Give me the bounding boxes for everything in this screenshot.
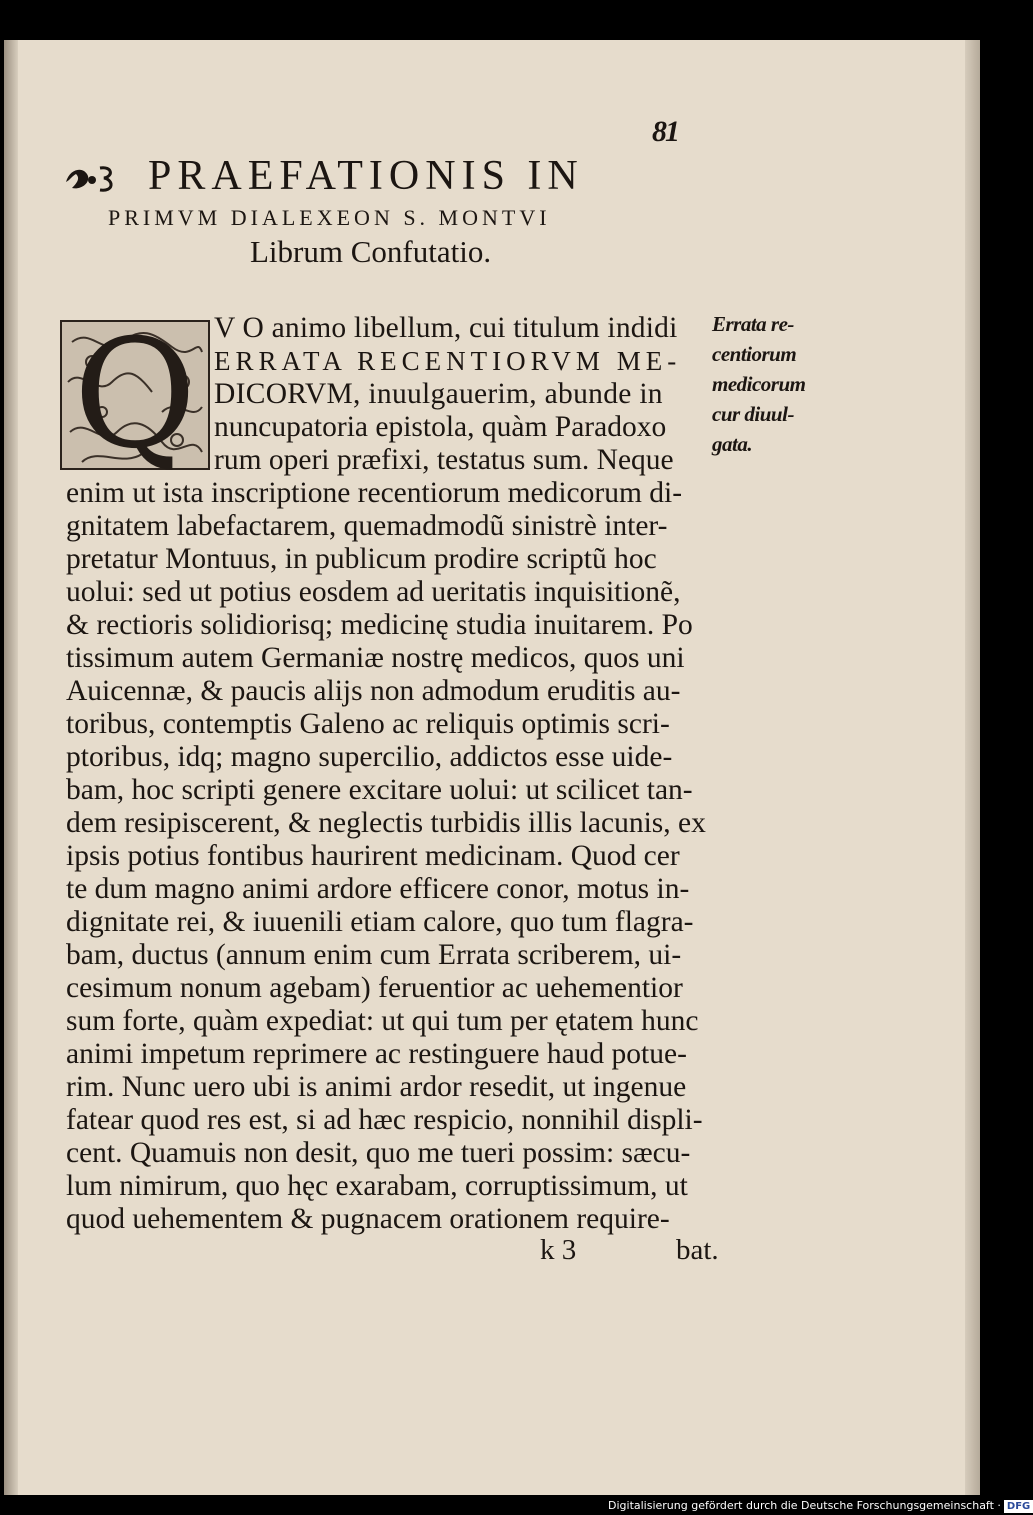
text-line: dem resipiscerent, & neglectis turbidis illis lacunis, ex bbox=[66, 807, 706, 839]
text-line: sum forte, quàm expediat: ut qui tum per ętatem hunc bbox=[66, 1005, 699, 1037]
margin-line: cur diuul- bbox=[712, 402, 794, 426]
initial-letter: Q bbox=[73, 308, 197, 482]
text-line: & rectioris solidiorisq; medicinę studia inuitarem. Po bbox=[66, 609, 693, 641]
text-line: pretatur Montuus, in publicum prodire scriptũ hoc bbox=[66, 543, 657, 575]
text-line: cent. Quamuis non desit, quo me tueri possim: sæcu- bbox=[66, 1137, 691, 1169]
title-line-1: PRAEFATIONIS IN bbox=[148, 153, 584, 199]
signature-mark: k 3 bbox=[540, 1234, 577, 1266]
text-line: bam, ductus (annum enim cum Errata scriberem, ui- bbox=[66, 939, 682, 971]
text-line: rim. Nunc uero ubi is animi ardor resedit, ut ingenue bbox=[66, 1071, 687, 1103]
page-gutter-edge bbox=[4, 40, 18, 1495]
footer-text: Digitalisierung gefördert durch die Deutsche Forschungsgemeinschaft · bbox=[608, 1499, 1001, 1512]
text-line: animi impetum reprimere ac restinguere haud potue- bbox=[66, 1038, 687, 1070]
text-line: ERRATA RECENTIORVM ME- bbox=[214, 346, 682, 376]
page-right-edge bbox=[965, 40, 980, 1495]
digitization-footer bbox=[608, 1498, 1033, 1514]
text-line: ptoribus, idq; magno supercilio, addictos esse uide- bbox=[66, 741, 673, 773]
decorated-initial bbox=[60, 308, 210, 482]
folio-number: 81 bbox=[652, 115, 678, 148]
text-line: Auicennæ, & paucis alijs non admodum eruditis au- bbox=[66, 675, 681, 707]
margin-line: Errata re- bbox=[712, 312, 794, 336]
text-line: te dum magno animi ardore efficere conor, motus in- bbox=[66, 873, 690, 905]
text-line: DICORVM, inuulgauerim, abunde in bbox=[214, 378, 663, 410]
margin-line: centiorum bbox=[712, 342, 797, 366]
catchword: bat. bbox=[676, 1234, 719, 1266]
title-line-3: Librum Confutatio. bbox=[250, 234, 492, 269]
margin-line: medicorum bbox=[712, 372, 806, 396]
title-line-2: PRIMVM DIALEXEON S. MONTVI bbox=[108, 205, 551, 230]
text-line: gnitatem labefactarem, quemadmodũ sinistrè inter- bbox=[66, 510, 668, 542]
text-line: V O animo libellum, cui titulum indidi bbox=[214, 312, 678, 344]
text-line: uolui: sed ut potius eosdem ad ueritatis inquisitionẽ, bbox=[66, 576, 681, 608]
text-line: cesimum nonum agebam) feruentior ac uehementior bbox=[66, 972, 683, 1004]
text-line: fatear quod res est, si ad hæc respicio, nonnihil displi- bbox=[66, 1104, 703, 1136]
text-line: enim ut ista inscriptione recentiorum medicorum di- bbox=[66, 477, 683, 509]
fleuron-ornament-icon bbox=[62, 160, 122, 196]
text-line: lum nimirum, quo hęc exarabam, corruptissimum, ut bbox=[66, 1170, 688, 1202]
margin-line: gata. bbox=[712, 432, 753, 456]
text-line: nuncupatoria epistola, quàm Paradoxo bbox=[214, 411, 667, 443]
text-line: rum operi præfixi, testatus sum. Neque bbox=[214, 444, 674, 476]
text-line: tissimum autem Germaniæ nostrę medicos, quos uni bbox=[66, 642, 685, 674]
text-line: quod uehementem & pugnacem orationem require- bbox=[66, 1203, 670, 1235]
text-line: ipsis potius fontibus haurirent medicinam. Quod cer bbox=[66, 840, 680, 872]
dfg-logo: DFG bbox=[1004, 1500, 1033, 1513]
text-line: dignitate rei, & iuuenili etiam calore, quo tum flagra- bbox=[66, 906, 694, 938]
text-line: toribus, contemptis Galeno ac reliquis optimis scri- bbox=[66, 708, 670, 740]
text-line: bam, hoc scripti genere excitare uolui: ut scilicet tan- bbox=[66, 774, 693, 806]
